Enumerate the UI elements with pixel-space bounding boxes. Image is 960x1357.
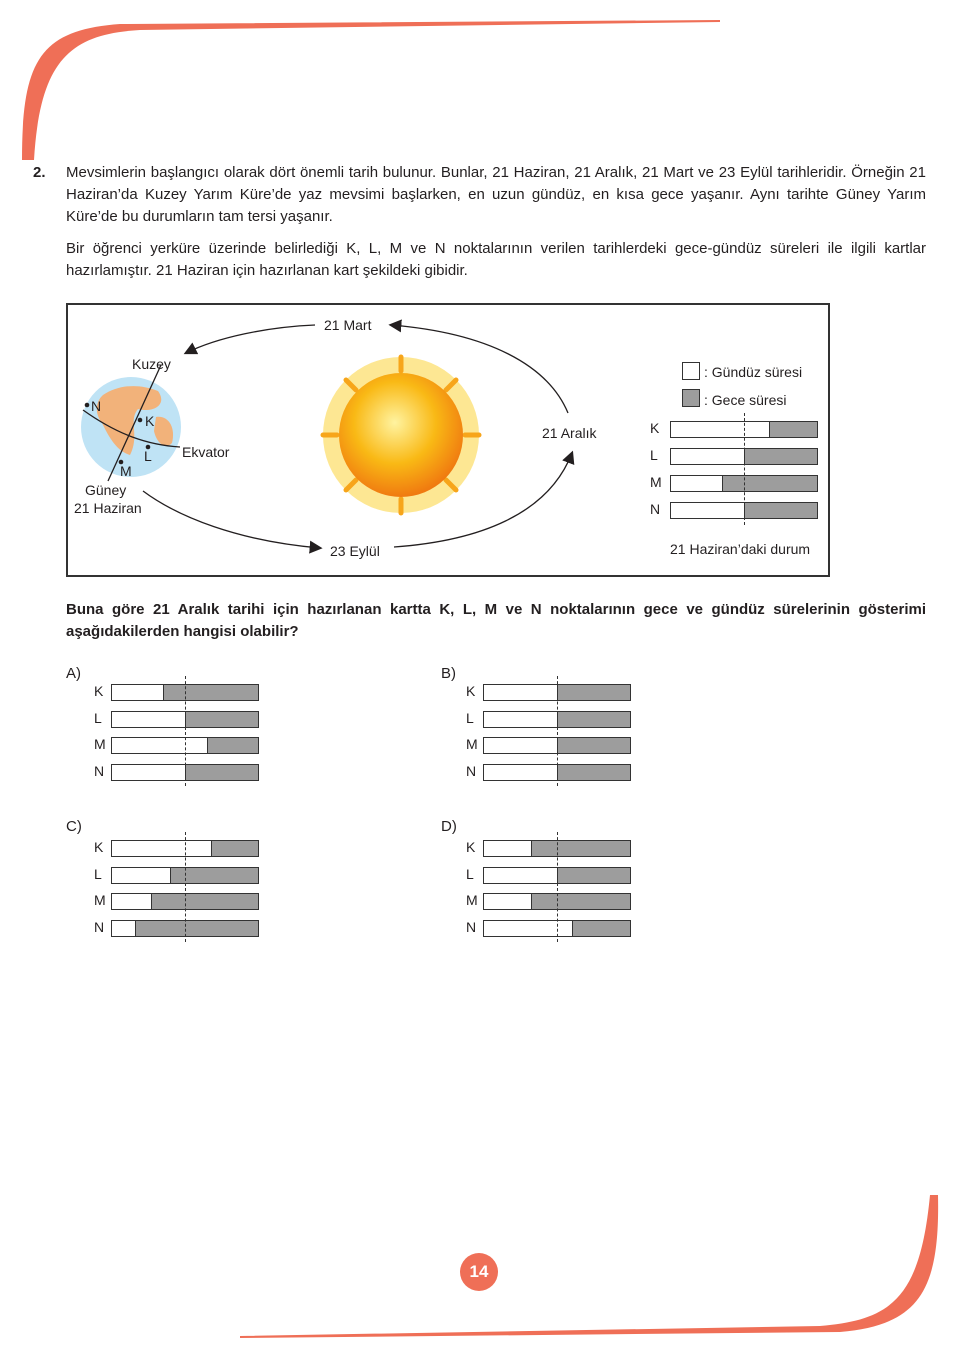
orbit-arc-haziran-eylul — [143, 491, 320, 548]
point-label-m: M — [120, 463, 132, 479]
night-portion — [557, 738, 630, 753]
label-23-eylul: 23 Eylül — [330, 543, 380, 559]
night-portion — [557, 765, 630, 780]
night-portion — [211, 841, 258, 856]
row-label-m: M — [650, 474, 662, 490]
row-label-n: N — [650, 501, 661, 517]
night-portion — [744, 503, 817, 518]
label-21-haziran: 21 Haziran — [74, 500, 142, 516]
row-label-l: L — [94, 709, 102, 726]
question-prompt: Buna göre 21 Aralık tarihi için hazırlanan kartta K, L, M ve N noktalarının gece ve gündüz sürelerinin gösterimi aşağıdakilerden hangisi olabilir? — [66, 601, 926, 640]
season-figure — [66, 303, 830, 577]
row-label-n: N — [466, 762, 477, 779]
row-label-l: L — [466, 865, 474, 882]
option-d-card[interactable] — [462, 840, 634, 950]
night-portion — [744, 449, 817, 464]
label-ekvator: Ekvator — [182, 444, 230, 460]
top-left-corner-swoosh — [22, 20, 720, 160]
row-label-k: K — [466, 683, 476, 699]
row-label-k: K — [650, 420, 660, 436]
row-label-n: N — [466, 918, 477, 935]
legend-day-label: : Gündüz süresi — [704, 364, 803, 380]
row-label-n: N — [94, 762, 105, 779]
row-label-k: K — [466, 839, 476, 855]
label-kuzey: Kuzey — [132, 356, 171, 372]
night-portion — [151, 894, 258, 909]
orbit-arc-mart-haziran — [186, 325, 315, 353]
night-portion — [170, 868, 258, 883]
label-21-mart: 21 Mart — [324, 317, 372, 333]
question-number: 2. — [33, 164, 46, 181]
bottom-right-corner-swoosh — [240, 1195, 938, 1338]
option-a-card[interactable] — [90, 684, 262, 794]
option-b-card[interactable] — [462, 684, 634, 794]
row-label-m: M — [466, 736, 478, 752]
night-portion — [557, 868, 630, 883]
night-portion — [185, 765, 258, 780]
legend-day-swatch — [682, 362, 700, 380]
option-a-label[interactable]: A) — [66, 665, 81, 682]
option-c-card[interactable] — [90, 840, 262, 950]
night-portion — [531, 841, 630, 856]
sun-icon — [323, 357, 479, 513]
row-label-k: K — [94, 683, 104, 699]
half-day-dashed-line — [557, 832, 558, 942]
night-portion — [557, 685, 630, 700]
night-portion — [531, 894, 630, 909]
option-b-label[interactable]: B) — [441, 665, 456, 682]
night-portion — [135, 921, 258, 936]
night-portion — [185, 712, 258, 727]
half-day-dashed-line — [185, 676, 186, 786]
point-label-n: N — [91, 398, 102, 414]
night-portion — [769, 422, 817, 437]
row-label-m: M — [94, 892, 106, 908]
card-caption: 21 Haziran’daki durum — [670, 541, 811, 557]
point-label-k: K — [145, 413, 155, 429]
night-portion — [557, 712, 630, 727]
question-paragraph-1: Mevsimlerin başlangıcı olarak dört önemli tarih bulunur. Bunlar, 21 Haziran, 21 Aralık, 21 Mart ve 23 Eylül tarihleridir. Örneğin 21 Haziran’da Kuzey Yarım Küre’de yaz mevsimi başlarken, en uzun gündüz, en kısa gece yaşanır. Aynı tarihte Güney Yarım Küre’de bu durumların tam tersi yaşanır. — [66, 164, 926, 225]
night-portion — [207, 738, 258, 753]
half-day-dashed-line — [185, 832, 186, 942]
half-day-dashed-line — [744, 413, 745, 525]
half-day-dashed-line — [557, 676, 558, 786]
row-label-m: M — [94, 736, 106, 752]
card-21-haziran — [650, 421, 820, 527]
label-guney: Güney — [85, 482, 127, 498]
row-label-l: L — [650, 447, 658, 463]
option-c-label[interactable]: C) — [66, 818, 82, 835]
row-label-l: L — [94, 865, 102, 882]
row-label-m: M — [466, 892, 478, 908]
night-portion — [572, 921, 630, 936]
label-21-aralik: 21 Aralık — [542, 425, 597, 441]
legend-night-label: : Gece süresi — [704, 392, 787, 408]
row-label-l: L — [466, 709, 474, 726]
night-portion — [722, 476, 817, 491]
option-d-label[interactable]: D) — [441, 818, 457, 835]
point-label-l: L — [144, 448, 152, 464]
row-label-k: K — [94, 839, 104, 855]
row-label-n: N — [94, 918, 105, 935]
page-number: 14 — [460, 1253, 498, 1291]
question-paragraph-2: Bir öğrenci yerküre üzerinde belirlediği K, L, M ve N noktalarının verilen tarihlerdeki gece-gündüz süreleri ile ilgili kartlar hazırlamıştır. 21 Haziran için hazırlanan kart şekildeki gibidir. — [66, 240, 926, 279]
night-portion — [163, 685, 258, 700]
legend-night-swatch — [682, 389, 700, 407]
